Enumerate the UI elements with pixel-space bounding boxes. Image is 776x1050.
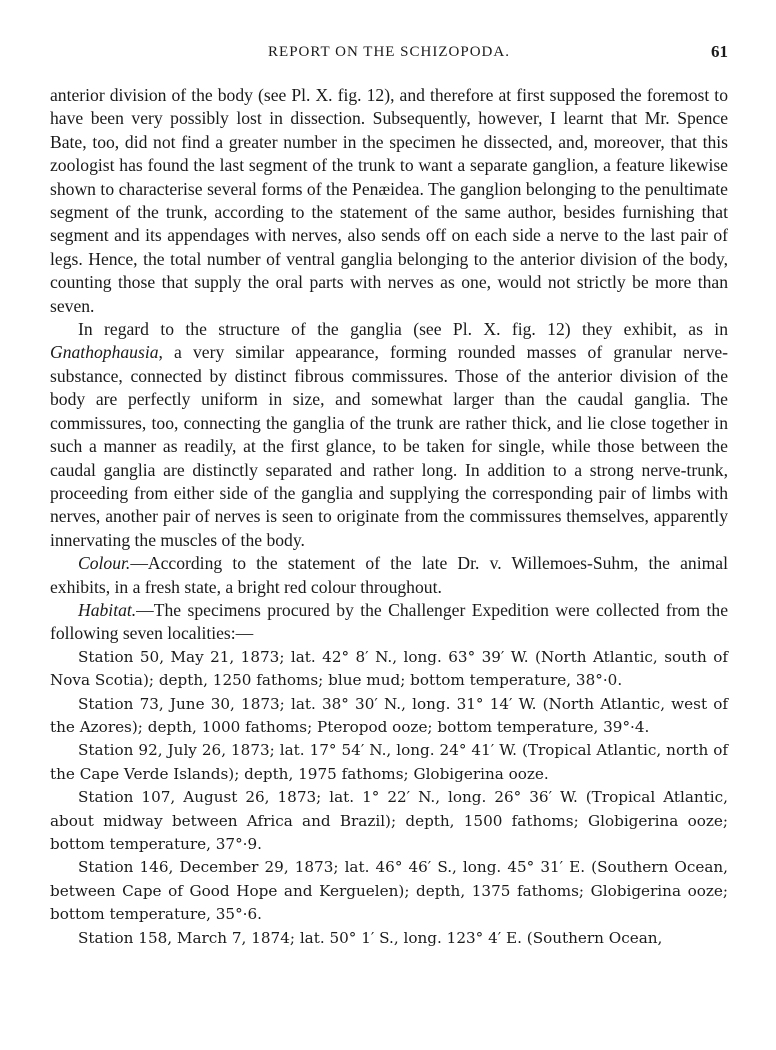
paragraph-ganglia-count: anterior division of the body (see Pl. X. fig. 12), and therefore at first supposed the foremost to have been very possibly lost in dissection. Subsequently, however, I learnt that Mr. Spence Bate, too, did not find a greater number in the specimen he dissected, and, moreover, that this zoologist has found the last segment of the trunk to want a separate ganglion, a feature likewise shown to characterise several forms of the Penæidea. The ganglion belonging to the penultimate segment of the trunk, according to the statement of the same author, besides furnishing that segment and its appendages with nerves, also sends off on each side a nerve to the last pair of legs. Hence, the total number of ventral ganglia belonging to the anterior division of the body, counting those that supply the oral parts with nerves as one, would not strictly be more than seven. bbox=[50, 85, 728, 316]
page-number: 61 bbox=[711, 42, 728, 61]
paragraph-colour bbox=[50, 552, 728, 599]
station-entry: Station 146, December 29, 1873; lat. 46° 46′ S., long. 45° 31′ E. (Southern Ocean, between Cape of Good Hope and Kerguelen); depth, 1375 fathoms; Globigerina ooze; bottom temperature, 35°·6. bbox=[50, 858, 728, 924]
p2-lead: In regard to the structure of the ganglia (see Pl. X. fig. 12) they exhibit, as in bbox=[78, 319, 728, 340]
station-entry: Station 50, May 21, 1873; lat. 42° 8′ N., long. 63° 39′ W. (North Atlantic, south of Nova Scotia); depth, 1250 fathoms; blue mud; bottom temperature, 38°·0. bbox=[50, 647, 728, 690]
p2-rest: , a very similar appearance, forming rounded masses of granular nerve-substance, connected by distinct fibrous commissures. Those of the anterior division of the body are perfectly uniform in size, and somewhat larger than the caudal ganglia. The commissures, too, connecting the ganglia of the trunk are rather thick, and lie close together in such a manner as readily, at the first glance, to be taken for single, while those between the caudal ganglia are distinctly separated and rather long. In addition to a strong nerve-trunk, proceeding from either side of the ganglia and supplying the corresponding pair of limbs with nerves, another pair of nerves is seen to originate from the commissures themselves, apparently innervating the muscles of the body. bbox=[50, 342, 728, 550]
station-entry: Station 158, March 7, 1874; lat. 50° 1′ S., long. 123° 4′ E. (Southern Ocean, bbox=[78, 928, 663, 947]
station-entry: Station 92, July 26, 1873; lat. 17° 54′ N., long. 24° 41′ W. (Tropical Atlantic, north of the Cape Verde Islands); depth, 1975 fathoms; Globigerina ooze. bbox=[50, 741, 728, 783]
habitat-heading: Habitat. bbox=[78, 599, 137, 620]
colour-text: —According to the statement of the late Dr. v. Willemoes-Suhm, the animal exhibits, in a fresh state, a bright red colour throughout. bbox=[50, 553, 728, 597]
paragraph-ganglia-structure bbox=[50, 318, 728, 552]
paragraph-habitat bbox=[50, 599, 728, 646]
running-title: REPORT ON THE SCHIZOPODA. bbox=[268, 44, 510, 60]
genus-name: Gnathophausia bbox=[50, 342, 159, 363]
running-header bbox=[50, 40, 728, 66]
document-page bbox=[50, 40, 728, 950]
habitat-text: —The specimens procured by the Challenger Expedition were collected from the following seven localities:— bbox=[50, 599, 728, 644]
colour-heading: Colour. bbox=[78, 553, 131, 574]
body-text bbox=[50, 84, 728, 950]
station-entry: Station 73, June 30, 1873; lat. 38° 30′ N., long. 31° 14′ W. (North Atlantic, west of the Azores); depth, 1000 fathoms; Pteropod ooze; bottom temperature, 39°·4. bbox=[50, 694, 728, 736]
station-entry: Station 107, August 26, 1873; lat. 1° 22′ N., long. 26° 36′ W. (Tropical Atlantic, about midway between Africa and Brazil); depth, 1500 fathoms; Globigerina ooze; bottom temperature, 37°·9. bbox=[50, 788, 728, 853]
